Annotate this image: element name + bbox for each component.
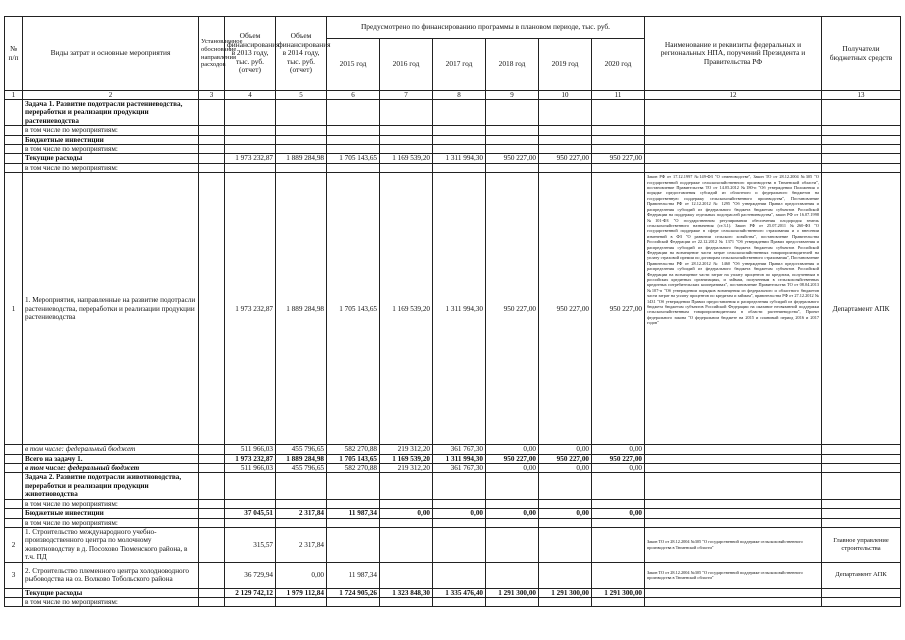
col-npa-header: Наименование и реквизиты федеральных и региональных НПА, поручений Президента и Правительства РФ — [645, 17, 822, 91]
value-cell: 11 987,34 — [327, 509, 380, 518]
value-cell: 1 705 143,65 — [327, 173, 380, 445]
year-header: 2015 год — [327, 39, 380, 91]
value-cell: 0,00 — [592, 445, 645, 454]
value-cell: 950 227,00 — [539, 173, 592, 445]
col-recipient-header: Получатели бюджетных средств — [822, 17, 901, 91]
value-cell: 0,00 — [539, 464, 592, 473]
value-cell: 1 311 994,30 — [433, 454, 486, 463]
row-label: Текущие расходы — [23, 154, 199, 163]
value-cell: 1 169 539,20 — [380, 154, 433, 163]
col-index: 10 — [539, 91, 592, 100]
col-index: 8 — [433, 91, 486, 100]
col-index: 13 — [822, 91, 901, 100]
value-cell: 0,00 — [486, 464, 539, 473]
value-cell: 0,00 — [380, 509, 433, 518]
row-label: в том числе по мероприятиям: — [23, 499, 199, 508]
year-header: 2020 год — [592, 39, 645, 91]
measure-2-row — [5, 527, 901, 562]
table-row — [5, 499, 901, 508]
value-cell: 1 973 232,87 — [225, 454, 276, 463]
value-cell: 582 270,88 — [327, 445, 380, 454]
value-cell: 0,00 — [433, 509, 486, 518]
row-label: в том числе: федеральный бюджет — [23, 445, 199, 454]
row-label: в том числе по мероприятиям: — [23, 597, 199, 606]
value-cell: 0,00 — [539, 509, 592, 518]
value-cell: 950 227,00 — [539, 154, 592, 163]
table-row — [5, 163, 901, 172]
task-2-title: Задача 2. Развитие подотрасли животноводства, переработки и реализации продукции животноводства — [23, 473, 199, 499]
value-cell: 0,00 — [539, 445, 592, 454]
value-cell: 455 796,65 — [276, 445, 327, 454]
task-1-row — [5, 100, 901, 126]
row-label: Текущие расходы — [23, 588, 199, 597]
col-index: 2 — [23, 91, 199, 100]
table-row — [5, 454, 901, 463]
row-label: в том числе по мероприятиям: — [23, 163, 199, 172]
col-basis-header: Установленное обоснование направления расходов — [199, 17, 225, 91]
table-row — [5, 154, 901, 163]
column-index-row — [5, 91, 901, 100]
value-cell: 1 169 539,20 — [380, 173, 433, 445]
value-cell: 1 291 300,00 — [486, 588, 539, 597]
value-cell: 1 979 112,84 — [276, 588, 327, 597]
value-cell: 1 705 143,65 — [327, 154, 380, 163]
col-num-header: № п/п — [5, 17, 23, 91]
year-header: 2017 год — [433, 39, 486, 91]
col-plan-header: Предусмотрено по финансированию программы в плановом периоде, тыс. руб. — [327, 17, 645, 39]
value-cell: 455 796,65 — [276, 464, 327, 473]
value-cell: 1 169 539,20 — [380, 454, 433, 463]
row-number: 2 — [5, 527, 23, 562]
row-label: в том числе по мероприятиям: — [23, 518, 199, 527]
row-label: Бюджетные инвестиции — [23, 135, 199, 144]
table-row — [5, 135, 901, 144]
col-2013-header: Объем финансирования в 2013 году, тыс. руб. (отчет) — [225, 17, 276, 91]
table-row — [5, 445, 901, 454]
value-cell: 1 889 284,98 — [276, 173, 327, 445]
measure-1-row — [5, 173, 901, 445]
value-cell: 11 987,34 — [327, 562, 380, 588]
row-label: в том числе по мероприятиям: — [23, 145, 199, 154]
header-row-1 — [5, 17, 901, 39]
value-cell: 950 227,00 — [539, 454, 592, 463]
row-label: Всего на задачу 1. — [23, 454, 199, 463]
npa-text: Закон ТО от 28.12.2004 №305 "О государственной поддержке сельскохозяйственного производства в Тюменской области" — [645, 527, 822, 562]
measure-3-row — [5, 562, 901, 588]
table-row — [5, 588, 901, 597]
col-index: 9 — [486, 91, 539, 100]
value-cell: 0,00 — [486, 445, 539, 454]
value-cell: 219 312,20 — [380, 445, 433, 454]
value-cell: 0,00 — [276, 562, 327, 588]
value-cell: 0,00 — [592, 509, 645, 518]
value-cell: 1 889 284,98 — [276, 154, 327, 163]
value-cell: 511 966,03 — [225, 445, 276, 454]
col-index: 1 — [5, 91, 23, 100]
value-cell: 219 312,20 — [380, 464, 433, 473]
value-cell: 950 227,00 — [486, 173, 539, 445]
npa-text: Закон РФ от 17.12.1997 №149-ФЗ "О семеноводстве", Закон ТО от 28.12.2004 №305 "О государственной поддержке сельскохозяйственного производства в Тюменской области", постановление Правительства ТО от 14.05.2012 №180-п "Об утверждении Положения о порядке предоставления субсидий из областного и федерального бюджетов на государственную поддержку сельскохозяйственного производства", Постановление Правительства РФ от 12.12.2012 № 1295 "Об утверждении Правил предоставления и распределения субсидий из федерального бюджета бюджетам субъектов Российской Федерации на поддержку отдельных подотраслей растениеводства", закон РФ от 16.07.1998 №101-ФЗ "О государственном регулировании обеспечения плодородия земель сельскохозяйственного назначения (ст.3.1). Закон РФ от 25.07.2011 №260-ФЗ "О государственной поддержке в сфере сельскохозяйственного страхования и о внесении изменений в ФЗ "О развитии сельского хозяйства", постановление Правительства Российской Федерации от 22.12.2012 № 1371 "Об утверждении Правил предоставления и распределения субсидий из федерального бюджета бюджетам субъектов Российской Федерации на возмещение части затрат сельскохозяйственных товаропроизводителей на уплату страховой премии по договорам сельскохозяйственного страхования", Постановление Правительства РФ от 28.12.2012 № 1460 "Об утверждении Правил предоставления и распределения субсидий из федерального бюджета бюджетам субъектов Российской Федерации на возмещение части затрат на уплату процентов по кредитам, полученным в российских кредитных организациях, и займам, полученным в сельскохозяйственных кредитных потребительских кооперативах", постановление Правительства ТО от 08.04.2013 №107-п "Об утверждении порядков возмещения из федерального и областного бюджетов части затрат на уплату процентов по кредитам и займам", правительства РФ от 27.12.2012 № 1431 "Об утверждении Правил предоставления и распределения субсидий из федерального бюджета бюджетам субъектов Российской Федерации на оказание несвязанной поддержки сельскохозяйственным товаропроизводителям в области растениеводства", Проект федерального закона "О федеральном бюджете на 2015 и плановый период 2016 и 2017 годов" — [645, 173, 822, 445]
financing-table — [4, 16, 901, 607]
measure-1-label: 1. Мероприятия, направленные на развитие подотрасли растениеводства, переработки и реализации продукции растениеводства — [23, 173, 199, 445]
year-header: 2016 год — [380, 39, 433, 91]
year-header: 2019 год — [539, 39, 592, 91]
table-row — [5, 126, 901, 135]
value-cell: 950 227,00 — [592, 454, 645, 463]
value-cell: 950 227,00 — [486, 154, 539, 163]
value-cell: 2 317,84 — [276, 527, 327, 562]
col-index: 3 — [199, 91, 225, 100]
value-cell: 1 335 476,40 — [433, 588, 486, 597]
col-index: 4 — [225, 91, 276, 100]
col-kind-header: Виды затрат и основные мероприятия — [23, 17, 199, 91]
value-cell: 1 311 994,30 — [433, 154, 486, 163]
table-row — [5, 509, 901, 518]
recipient-cell: Главное управление строительства — [822, 527, 901, 562]
year-header: 2018 год — [486, 39, 539, 91]
value-cell: 1 973 232,87 — [225, 154, 276, 163]
value-cell: 582 270,88 — [327, 464, 380, 473]
value-cell: 36 729,94 — [225, 562, 276, 588]
col-index: 7 — [380, 91, 433, 100]
row-number: 3 — [5, 562, 23, 588]
value-cell: 1 323 848,30 — [380, 588, 433, 597]
value-cell: 1 291 300,00 — [539, 588, 592, 597]
value-cell: 1 973 232,87 — [225, 173, 276, 445]
row-label: в том числе по мероприятиям: — [23, 126, 199, 135]
value-cell: 950 227,00 — [592, 154, 645, 163]
value-cell: 361 767,30 — [433, 445, 486, 454]
col-index: 11 — [592, 91, 645, 100]
value-cell: 1 705 143,65 — [327, 454, 380, 463]
value-cell: 950 227,00 — [592, 173, 645, 445]
recipient-cell: Департамент АПК — [822, 173, 901, 445]
value-cell: 511 966,03 — [225, 464, 276, 473]
row-label: в том числе: федеральный бюджет — [23, 464, 199, 473]
value-cell: 0,00 — [592, 464, 645, 473]
value-cell: 2 317,84 — [276, 509, 327, 518]
table-row — [5, 597, 901, 606]
task-2-row — [5, 473, 901, 499]
table-row — [5, 464, 901, 473]
table-row — [5, 518, 901, 527]
col-index: 5 — [276, 91, 327, 100]
value-cell: 315,57 — [225, 527, 276, 562]
recipient-cell: Департамент АПК — [822, 562, 901, 588]
col-index: 6 — [327, 91, 380, 100]
value-cell: 1 889 284,98 — [276, 454, 327, 463]
measure-2-label: 1. Строительство международного учебно-производственного центра по молочному животноводству в д. Посохово Тюменского района, в т.ч. ПД — [23, 527, 199, 562]
table-row — [5, 145, 901, 154]
col-index: 12 — [645, 91, 822, 100]
npa-text: Закон ТО от 28.12.2004 №305 "О государственной поддержке сельскохозяйственного производства в Тюменской области" — [645, 562, 822, 588]
value-cell: 1 724 905,26 — [327, 588, 380, 597]
value-cell: 1 311 994,30 — [433, 173, 486, 445]
value-cell: 0,00 — [486, 509, 539, 518]
task-1-title: Задача 1. Развитие подотрасли растениеводства, переработки и реализации продукции растениеводства — [23, 100, 199, 126]
value-cell: 2 129 742,12 — [225, 588, 276, 597]
value-cell: 37 045,51 — [225, 509, 276, 518]
col-2014-header: Объем финансирования в 2014 году, тыс. руб. (отчет) — [276, 17, 327, 91]
row-number: 1 — [5, 173, 23, 445]
value-cell: 950 227,00 — [486, 454, 539, 463]
measure-3-label: 2. Строительство племенного центра холодноводного рыбоводства на оз. Волково Тобольского района — [23, 562, 199, 588]
row-label: Бюджетные инвестиции — [23, 509, 199, 518]
value-cell: 1 291 300,00 — [592, 588, 645, 597]
value-cell: 361 767,30 — [433, 464, 486, 473]
